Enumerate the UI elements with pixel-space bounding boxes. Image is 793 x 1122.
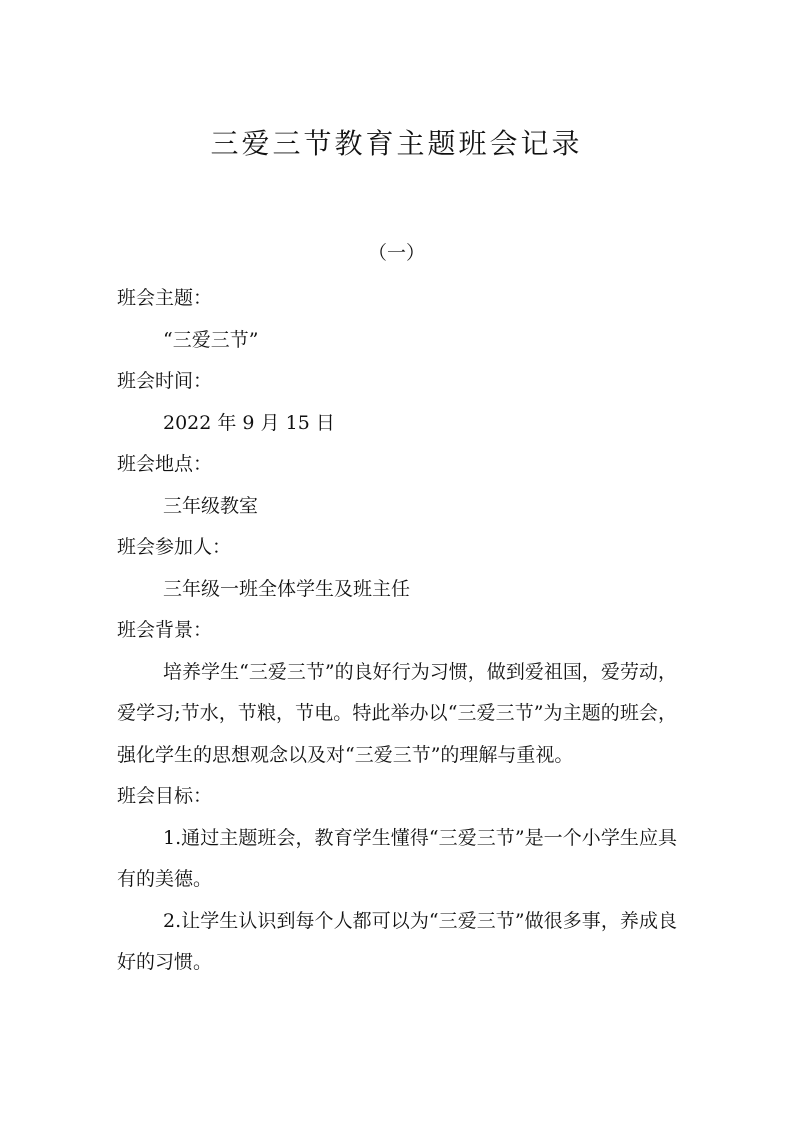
time-label: 班会时间： [117, 370, 213, 392]
participants-value: 三年级一班全体学生及班主任 [163, 577, 411, 600]
section-number: （一） [367, 242, 425, 264]
document-body [117, 278, 677, 984]
document-title: 三爱三节教育主题班会记录 [210, 127, 583, 160]
topic-value: “三爱三节” [163, 328, 259, 351]
goals-label: 班会目标： [117, 785, 213, 807]
goal-item-1: 1.通过主题班会，教育学生懂得“三爱三节”是一个小学生应具有的美德。 [117, 826, 677, 890]
background-paragraph: 培养学生“三爱三节”的良好行为习惯，做到爱祖国，爱劳动，爱学习;节水，节粮，节电。特此举办以“三爱三节”为主题的班会，强化学生的思想观念以及对“三爱三节”的理解与重视。 [117, 660, 677, 766]
participants-label: 班会参加人： [117, 536, 232, 558]
time-value: 2022 年 9 月 15 日 [163, 411, 335, 434]
topic-label: 班会主题： [117, 287, 213, 309]
background-label: 班会背景： [117, 619, 213, 641]
place-value: 三年级教室 [163, 494, 259, 517]
goal-item-2: 2.让学生认识到每个人都可以为“三爱三节”做很多事，养成良好的习惯。 [117, 909, 677, 973]
place-label: 班会地点： [117, 453, 213, 475]
